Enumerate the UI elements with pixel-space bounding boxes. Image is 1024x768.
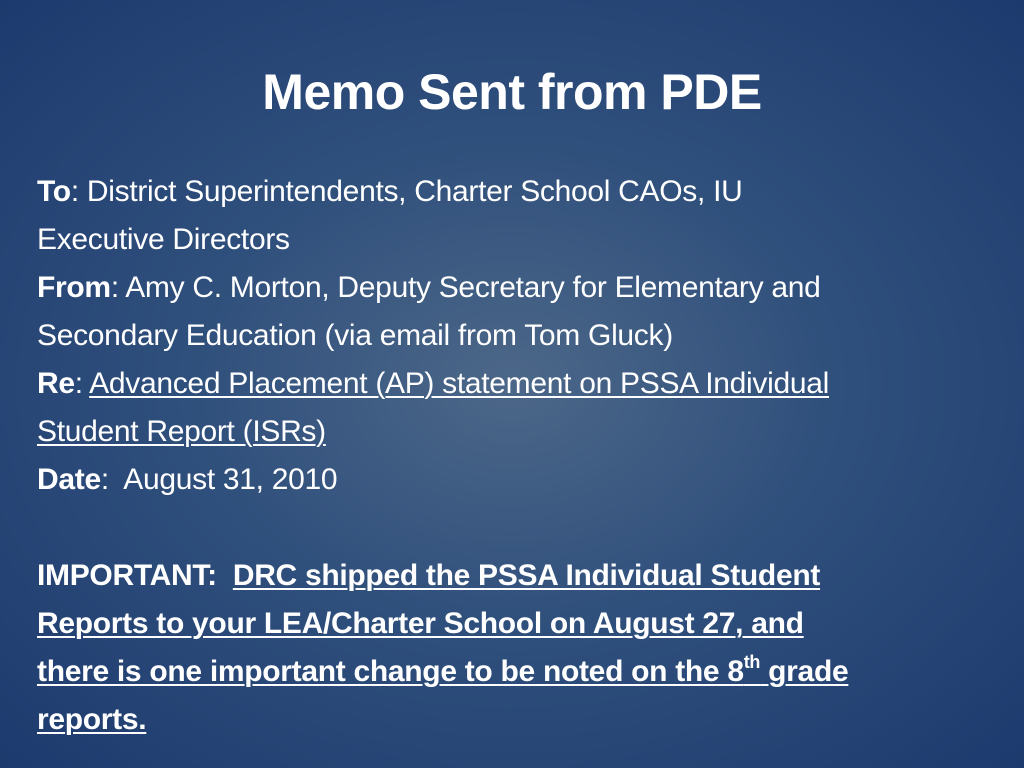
important-line-1 (37, 552, 1012, 600)
slide-title: Memo Sent from PDE (262, 64, 762, 120)
important-line-3 (37, 648, 1012, 696)
to-label: To (37, 175, 71, 208)
from-text-2: Secondary Education (via email from Tom Gluck) (37, 319, 673, 352)
from-text-1: : Amy C. Morton, Deputy Secretary for Elementary and (110, 271, 821, 304)
re-text-1: Advanced Placement (AP) statement on PSSA Individual (89, 367, 829, 400)
important-text-3a: there is one important change to be noted on the 8 (37, 655, 744, 688)
important-text-3 (37, 652, 849, 688)
re-line-2 (37, 408, 1012, 456)
date-label: Date (37, 463, 101, 496)
re-text-2: Student Report (ISRs) (37, 415, 326, 448)
important-text-4: reports. (37, 703, 147, 736)
to-line-1 (37, 168, 1012, 216)
important-line-2 (37, 600, 1012, 648)
ordinal-superscript: th (743, 652, 761, 672)
important-text-2: Reports to your LEA/Charter School on August 27, and (37, 607, 804, 640)
re-sep: : (74, 367, 90, 400)
spacer (37, 504, 1012, 552)
memo-body (37, 168, 1012, 744)
to-text-2: Executive Directors (37, 223, 290, 256)
re-line-1 (37, 360, 1012, 408)
to-text-1: : District Superintendents, Charter School CAOs, IU (70, 175, 743, 208)
important-line-4 (37, 696, 1012, 744)
date-value: : August 31, 2010 (100, 463, 338, 496)
important-label: IMPORTANT: (37, 559, 233, 592)
from-label: From (37, 271, 111, 304)
important-text-1: DRC shipped the PSSA Individual Student (232, 559, 821, 592)
from-line-1 (37, 264, 1012, 312)
re-label: Re (37, 367, 75, 400)
important-text-3b: grade (760, 655, 849, 688)
date-line (37, 456, 1012, 504)
